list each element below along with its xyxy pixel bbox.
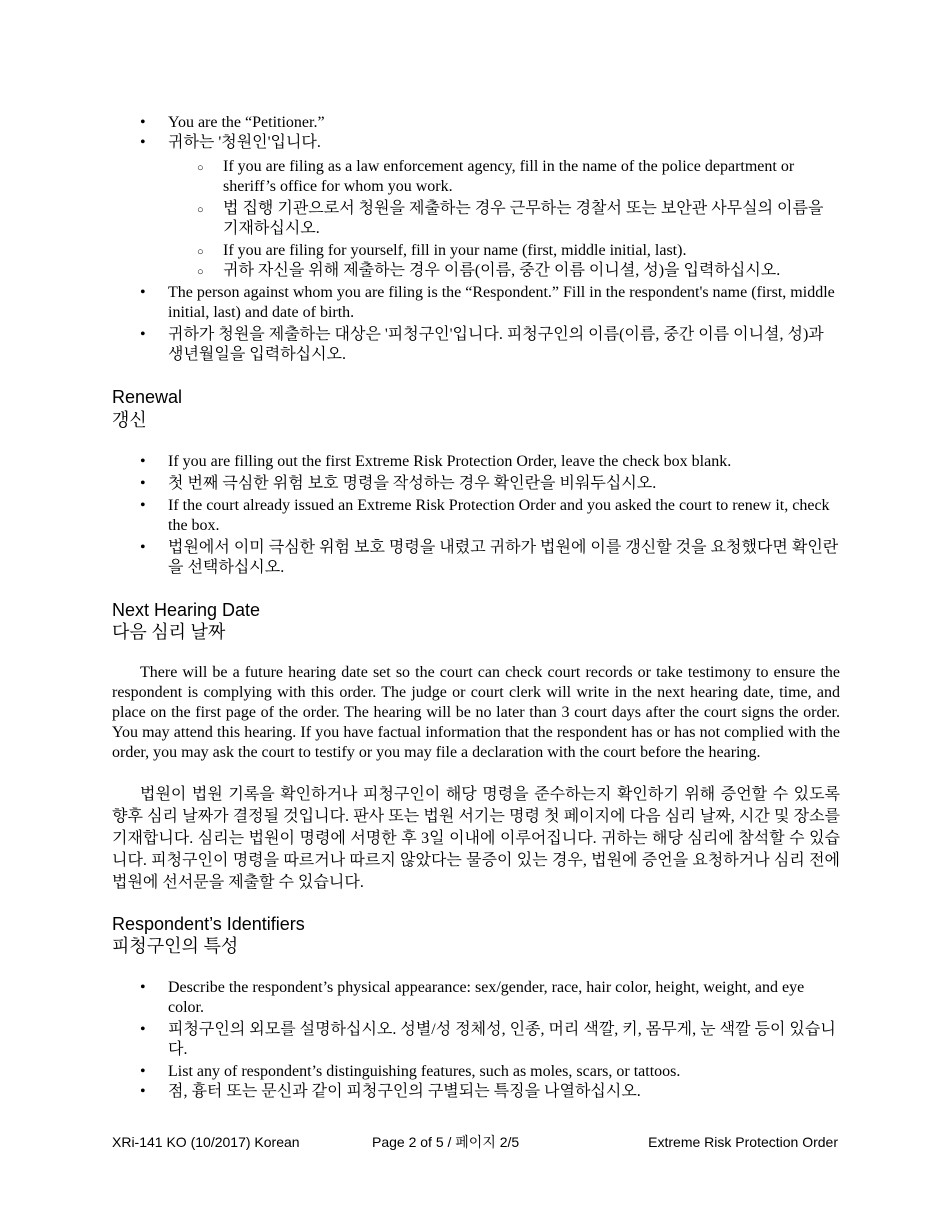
identifiers-list	[112, 978, 842, 1102]
list-item: • List any of respondent’s distinguishing features, such as moles, scars, or tattoos.	[112, 1062, 842, 1082]
section-heading-next-hearing-ko: 다음 심리 날짜	[112, 622, 226, 642]
section-heading-renewal: Renewal	[112, 387, 183, 407]
list-item: • You are the “Petitioner.”	[112, 113, 842, 133]
footer-page-number: Page 2 of 5 / 페이지 2/5	[372, 1134, 520, 1150]
list-item: • 첫 번째 극심한 위험 보호 명령을 작성하는 경우 확인란을 비워두십시오.	[112, 474, 842, 494]
petitioner-list	[112, 113, 842, 365]
sub-list-item: ○ If you are filing for yourself, fill in your name (first, middle initial, last).	[112, 241, 842, 261]
sub-list-item: ○ 귀하 자신을 위해 제출하는 경우 이름(이름, 중간 이름 이니셜, 성)을 입력하십시오.	[112, 261, 842, 281]
list-item: • If you are filling out the first Extreme Risk Protection Order, leave the check box blank.	[112, 452, 842, 472]
next-hearing-paragraph: There will be a future hearing date set so the court can check court records or take testimony to ensure the respondent is complying with this order. The judge or court clerk will write in the next hearing date, time, and place on the first page of the order. The hearing will be no later than 3 court days after the court signs the order. You may attend this hearing. If you have factual information that the respondent has or has not complied with the order, you may ask the court to testify or you may file a declaration with the court before the hearing.	[112, 664, 840, 761]
list-item: • If the court already issued an Extreme Risk Protection Order and you asked the court to renew it, check the box.	[112, 496, 842, 536]
list-item: • 법원에서 이미 극심한 위험 보호 명령을 내렸고 귀하가 법원에 이를 갱신할 것을 요청했다면 확인란을 선택하십시오.	[112, 538, 842, 578]
list-item: • Describe the respondent’s physical appearance: sex/gender, race, hair color, height, weight, and eye color.	[112, 978, 842, 1018]
list-item: • 점, 흉터 또는 문신과 같이 피청구인의 구별되는 특징을 나열하십시오.	[112, 1082, 842, 1102]
section-heading-identifiers-ko: 피청구인의 특성	[112, 936, 239, 956]
list-item: • 귀하가 청원을 제출하는 대상은 '피청구인'입니다. 피청구인의 이름(이름, 중간 이름 이니셜, 성)과 생년월일을 입력하십시오.	[112, 325, 842, 365]
section-heading-next-hearing: Next Hearing Date	[112, 600, 261, 620]
sub-list-item: ○ If you are filing as a law enforcement agency, fill in the name of the police department or sheriff’s office for whom you work.	[112, 157, 842, 197]
footer-title: Extreme Risk Protection Order	[648, 1134, 838, 1150]
sub-list-item: ○ 법 집행 기관으로서 청원을 제출하는 경우 근무하는 경찰서 또는 보안관 사무실의 이름을 기재하십시오.	[112, 199, 842, 239]
list-item: • 귀하는 '청원인'입니다.	[112, 133, 842, 153]
footer-form-id: XRi-141 KO (10/2017) Korean	[112, 1134, 300, 1150]
renewal-list	[112, 452, 842, 578]
section-heading-identifiers: Respondent’s Identifiers	[112, 914, 305, 934]
next-hearing-paragraph-ko: 법원이 법원 기록을 확인하거나 피청구인이 해당 명령을 준수하는지 확인하기 위해 증언할 수 있도록 향후 심리 날짜가 결정될 것입니다. 판사 또는 법원 서기는 명령 첫 페이지에 다음 심리 날짜, 시간 및 장소를 기재합니다. 심리는 법원이 명령에 서명한 후 3일 이내에 이루어집니다. 귀하는 해당 심리에 참석할 수 있습니다. 피청구인이 명령을 따르거나 따르지 않았다는 물증이 있는 경우, 법원에 증언을 요청하거나 심리 전에 법원에 선서문을 제출할 수 있습니다.	[112, 786, 840, 891]
list-item: • 피청구인의 외모를 설명하십시오. 성별/성 정체성, 인종, 머리 색깔, 키, 몸무게, 눈 색깔 등이 있습니다.	[112, 1020, 842, 1060]
section-heading-renewal-ko: 갱신	[112, 410, 147, 430]
list-item: • The person against whom you are filing is the “Respondent.” Fill in the respondent's name (first, middle initial, last) and date of birth.	[112, 283, 842, 323]
